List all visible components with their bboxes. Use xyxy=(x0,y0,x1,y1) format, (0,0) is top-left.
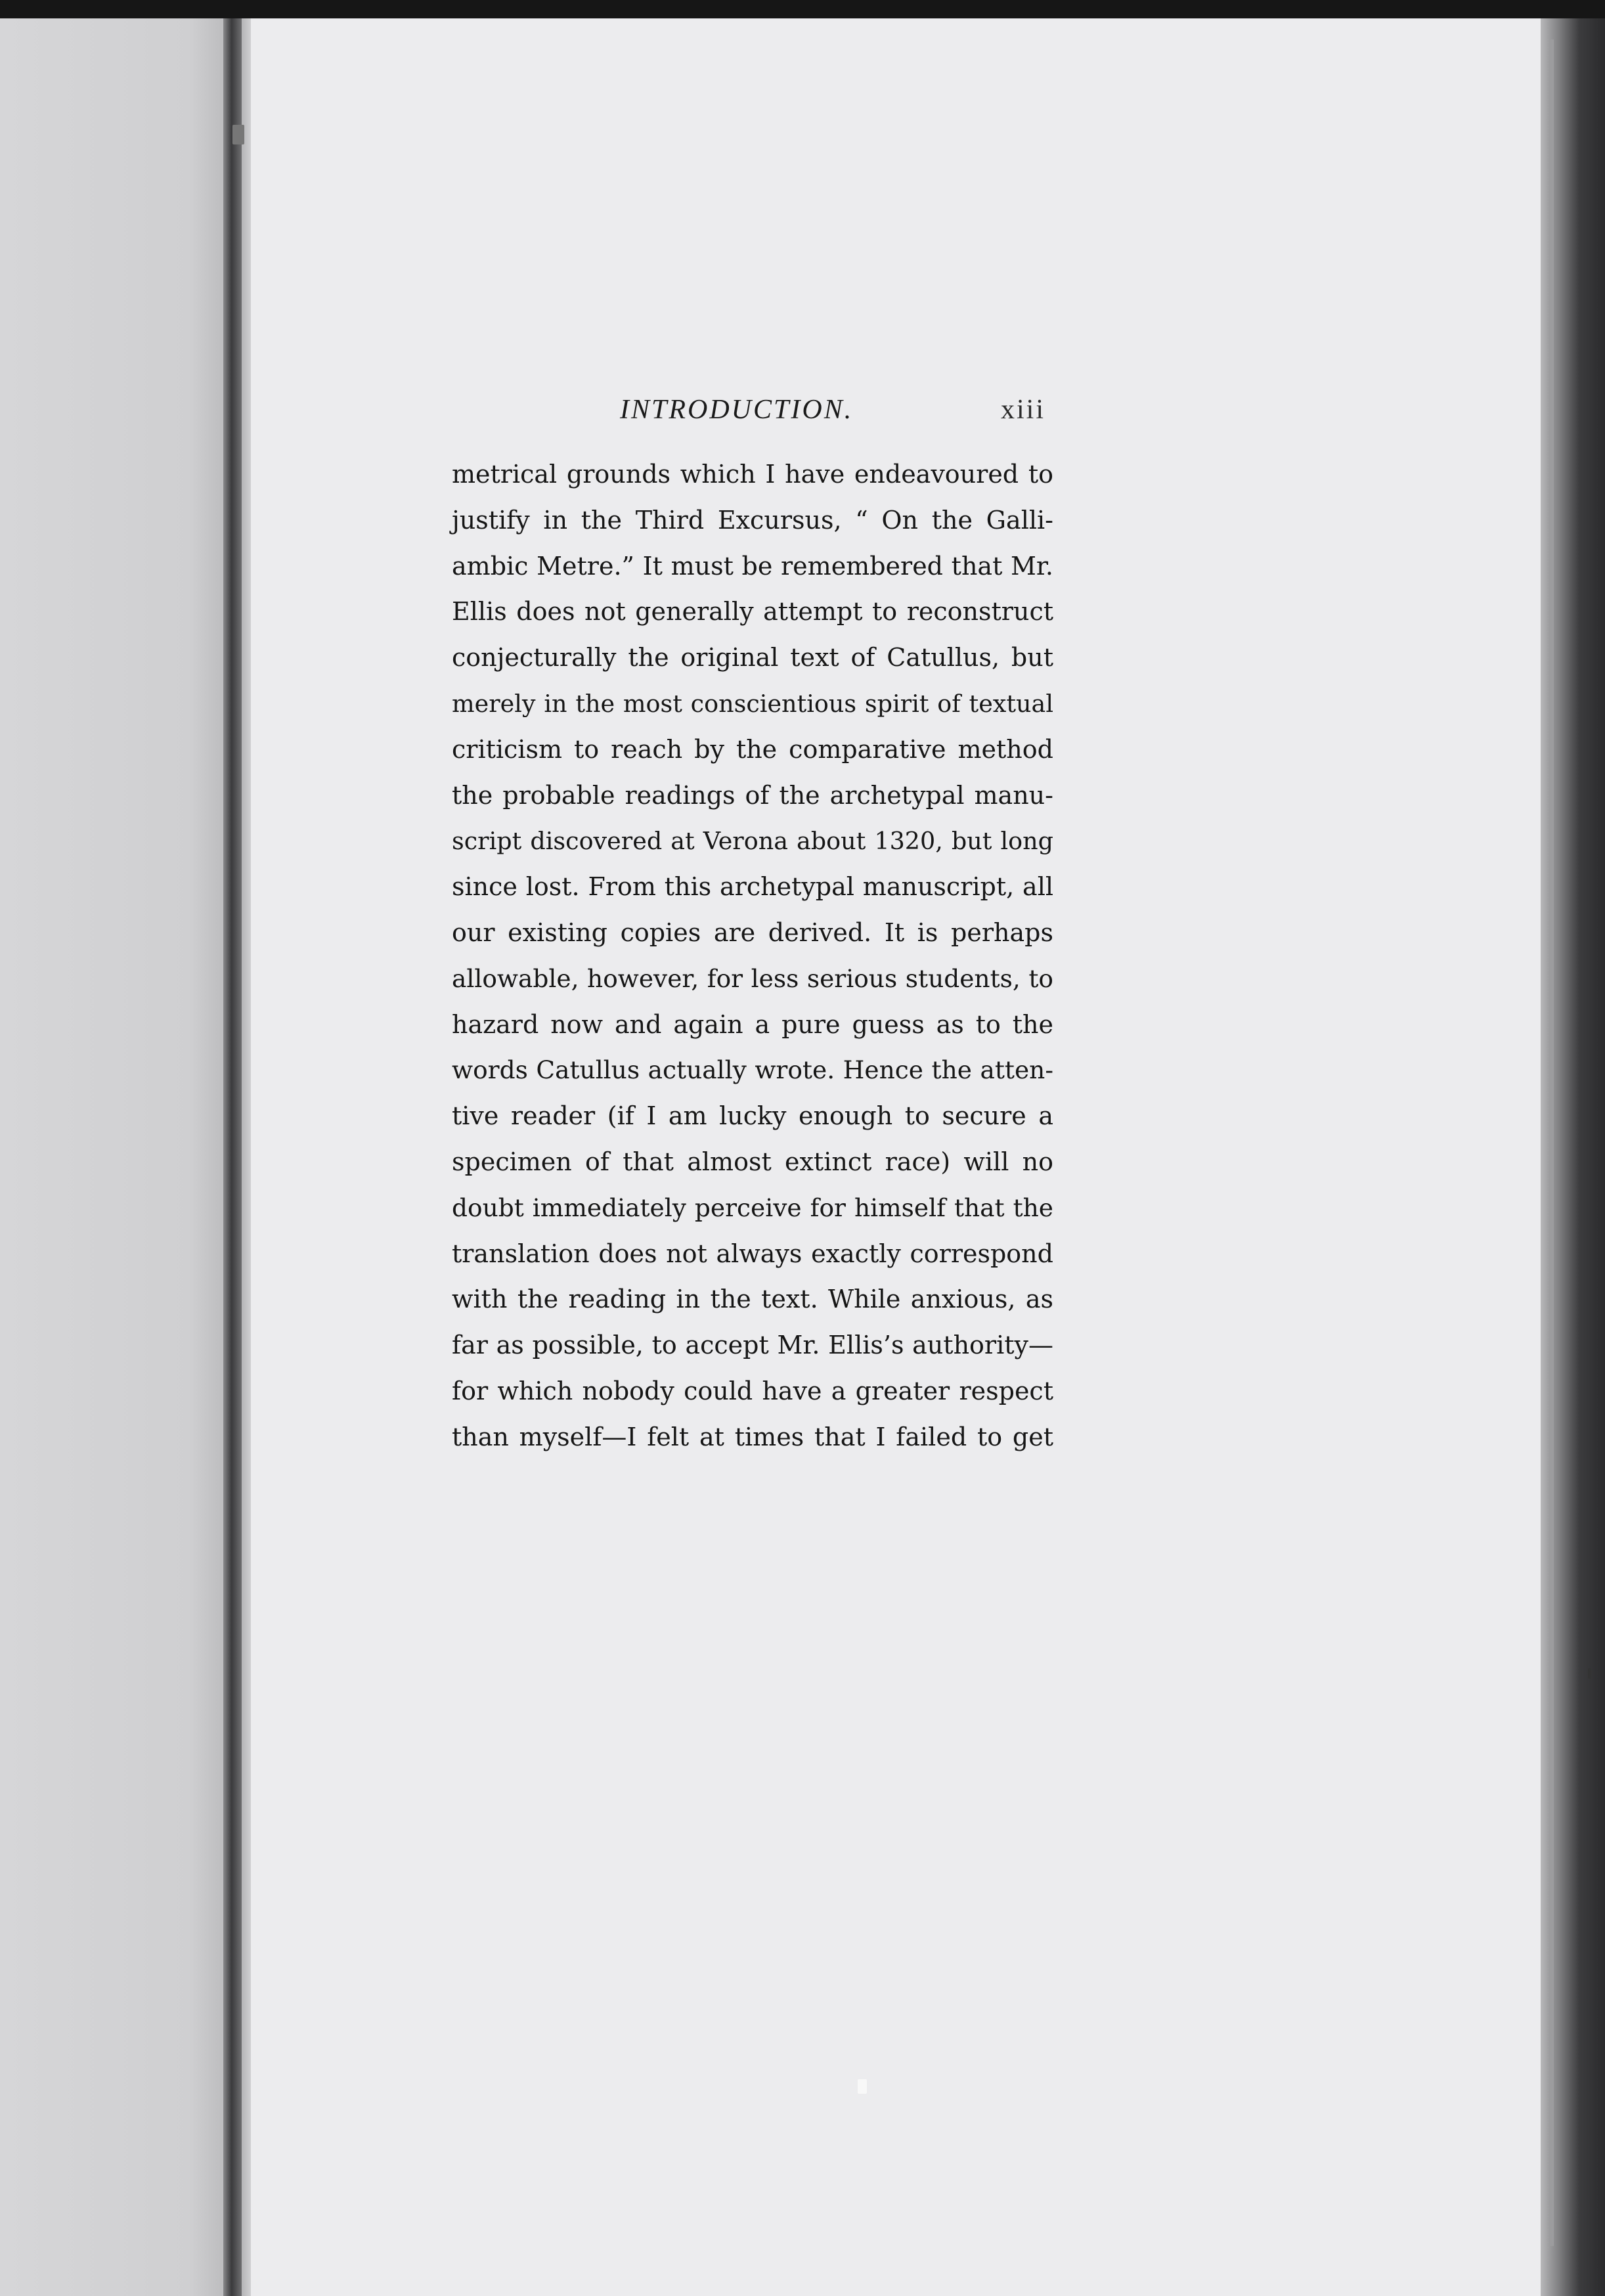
text-line: for which nobody could have a greater respect xyxy=(452,1376,1053,1405)
text-line: than myself—I felt at times that I failed to get xyxy=(452,1422,1053,1451)
text-line: words Catullus actually wrote. Hence the atten- xyxy=(452,1055,1053,1085)
page-stack-stripe xyxy=(1550,39,1554,2246)
text-line: doubt immediately perceive for himself that the xyxy=(452,1193,1053,1222)
text-line: far as possible, to accept Mr. Ellis’s authority— xyxy=(452,1331,1053,1360)
gutter-fold xyxy=(242,18,251,2296)
body-text xyxy=(452,452,1053,1461)
scan-top-border xyxy=(0,0,1605,18)
text-line: allowable, however, for less serious students, to xyxy=(452,963,1053,993)
text-line: Ellis does not generally attempt to reconstruct xyxy=(452,597,1053,627)
text-line: metrical grounds which I have endeavoured to xyxy=(452,460,1053,489)
text-line: our existing copies are derived. It is perhaps xyxy=(452,917,1053,947)
text-line: script discovered at Verona about 1320, but long xyxy=(452,827,1053,856)
text-line: tive reader (if I am lucky enough to secure a xyxy=(452,1101,1053,1131)
page-number: xiii xyxy=(1000,395,1045,425)
scan-speck xyxy=(858,2079,867,2094)
text-line: with the reading in the text. While anxious, as xyxy=(452,1285,1053,1314)
scan-speck xyxy=(232,125,244,144)
text-line: merely in the most conscientious spirit of textual xyxy=(452,689,1053,718)
text-line: since lost. From this archetypal manuscript, all xyxy=(452,872,1053,902)
text-line: justify in the Third Excursus, “ On the Galli- xyxy=(452,505,1053,535)
gutter-shadow xyxy=(223,18,242,2296)
facing-page-edge xyxy=(0,18,223,2296)
text-line: hazard now and again a pure guess as to the xyxy=(452,1009,1053,1039)
text-line: the probable readings of the archetypal manu- xyxy=(452,780,1053,810)
running-head-title: INTRODUCTION. xyxy=(620,395,854,425)
scan-speck xyxy=(1588,1668,1591,1679)
text-line: ambic Metre.” It must be remembered that Mr. xyxy=(452,551,1053,581)
text-line: specimen of that almost extinct race) will no xyxy=(452,1147,1053,1176)
running-head xyxy=(452,387,1056,440)
text-line: criticism to reach by the comparative method xyxy=(452,734,1053,764)
text-line: conjecturally the original text of Catullus, but xyxy=(452,643,1053,673)
text-line: translation does not always exactly correspond xyxy=(452,1239,1053,1268)
